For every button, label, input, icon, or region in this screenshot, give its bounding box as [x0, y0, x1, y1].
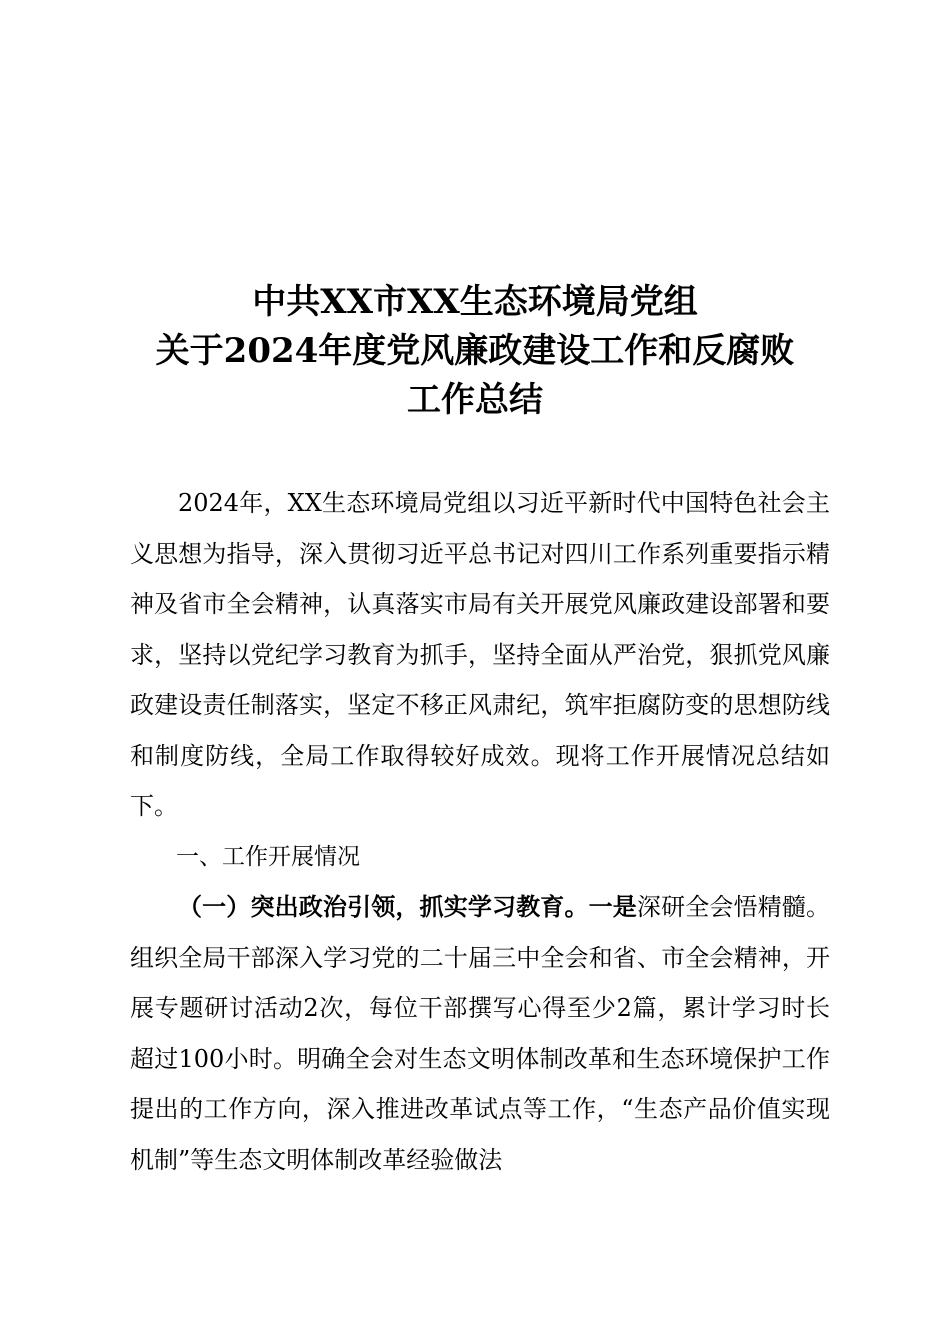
- subsection-text: 深研全会悟精髓。组织全局干部深入学习党的二十届三中全会和省、市全会精神，开展专题研讨活动2次，每位干部撰写心得至少2篇，累计学习时长超过100小时。明确全会对生态文明体制改革和生态环境保护工作提出的工作方向，深入推进改革试点等工作，“生态产品价值实现机制”等生态文明体制改革经验做法: [130, 893, 830, 1174]
- document-title: [0, 278, 950, 425]
- section-heading: 一、工作开展情况: [176, 843, 360, 870]
- intro-paragraph: 2024年，XX生态环境局党组以习近平新时代中国特色社会主义思想为指导，深入贯彻习近平总书记对四川工作系列重要指示精神及省市全会精神，认真落实市局有关开展党风廉政建设部署和要求，坚持以党纪学习教育为抓手，坚持全面从严治党，狠抓党风廉政建设责任制落实，坚定不移正风肃纪，筑牢拒腐防变的思想防线和制度防线，全局工作取得较好成效。现将工作开展情况总结如下。: [130, 489, 830, 820]
- subsection-bold-lead: （一）突出政治引领，抓实学习教育。一是: [178, 892, 637, 921]
- title-line-1: 中共XX市XX生态环境局党组: [252, 282, 698, 322]
- document-body: [130, 478, 830, 1185]
- title-line-2: 关于2024年度党风廉政建设工作和反腐败: [155, 331, 795, 371]
- subsection-paragraph: [130, 882, 830, 1185]
- title-line-3: 工作总结: [407, 380, 543, 420]
